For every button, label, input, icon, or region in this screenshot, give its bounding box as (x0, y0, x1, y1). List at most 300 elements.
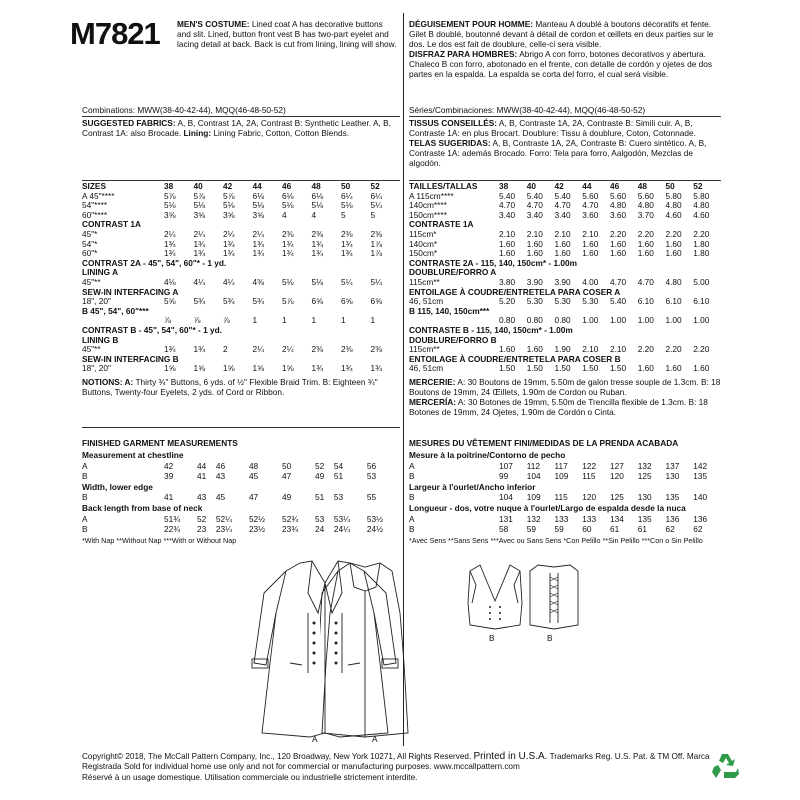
table-cell: 1.60 (582, 248, 599, 259)
row-label: CONTRAST 2A - 45", 54", 60"* - 1 yd. (82, 257, 227, 268)
table-cell: 1.00 (637, 315, 654, 326)
table-cell: 61 (610, 524, 620, 535)
table-cell: 4.80 (637, 200, 654, 211)
table-cell: 2⅜ (341, 228, 353, 239)
table-cell: 23 (197, 524, 207, 535)
table-cell: 23¾ (281, 524, 299, 535)
table-cell: 2.20 (610, 228, 627, 239)
table-cell: 51 (333, 471, 344, 482)
en-yardage-table (82, 182, 400, 374)
table-cell: 6¼ (370, 190, 383, 201)
table-cell: 99 (499, 471, 509, 482)
table-cell: 3⅝ (252, 209, 265, 220)
table-cell: 1¾ (311, 363, 324, 374)
table-cell: 109 (554, 471, 569, 482)
table-cell: 42 (223, 181, 233, 191)
table-cell: 0.80 (499, 315, 516, 326)
table-cell: 42 (554, 181, 564, 191)
table-row (82, 524, 400, 535)
table-row (409, 364, 721, 374)
row-label: SEW-IN INTERFACING A (82, 286, 179, 297)
row-label: A 115cm**** (409, 190, 454, 201)
table-cell: 1 (311, 315, 317, 326)
table-cell: 38 (164, 181, 174, 191)
divider (409, 116, 721, 117)
fr-yardage-table (409, 182, 721, 374)
table-cell: 4¼ (193, 276, 206, 287)
table-cell: 5.80 (665, 190, 682, 201)
table-cell: 1.60 (582, 238, 599, 249)
table-cell: 1⅝ (252, 363, 265, 374)
table-cell: 58 (499, 524, 509, 535)
table-cell: 5⅝ (164, 296, 176, 307)
table-cell: 5 (370, 209, 376, 220)
table-row (409, 471, 721, 482)
table-cell: 5.40 (526, 190, 543, 201)
table-cell: 1.60 (610, 238, 627, 249)
table-row (409, 503, 721, 514)
table-cell: 0.80 (526, 315, 543, 326)
row-label: 115cm* (409, 228, 437, 239)
table-cell: 4⅜ (252, 276, 265, 287)
table-cell: 5.40 (499, 190, 516, 201)
fr-description-text: Manteau A doublé à boutons décoratifs et fente. Gilet B doublé, boutonné devant à détail de cordon et œillets en deux parties sur le dos. Le dos est fait de doublure, celle-ci sera visible. (409, 19, 714, 50)
table-cell: 2.10 (610, 344, 627, 355)
row-label: 140cm**** (409, 200, 447, 211)
table-cell: 127 (610, 460, 624, 471)
row-label: SEW-IN INTERFACING B (82, 353, 179, 364)
table-cell: 122 (582, 460, 597, 471)
table-cell: 104 (526, 471, 541, 482)
fr-measure-table (409, 450, 721, 535)
table-cell: 1¾ (341, 238, 353, 249)
table-cell: 2¼ (164, 228, 176, 239)
table-cell: 142 (693, 460, 708, 471)
vest-back-label: B (547, 633, 553, 643)
table-cell: 3.90 (526, 276, 543, 287)
table-cell: 1¾ (252, 248, 265, 259)
table-cell: 6⅝ (370, 296, 383, 307)
row-label: B (82, 524, 88, 535)
table-row (409, 461, 721, 472)
table-cell: 135 (665, 492, 680, 503)
table-cell: 1⅝ (164, 363, 176, 374)
table-cell: 1.50 (582, 363, 599, 374)
table-cell: 5.30 (526, 296, 543, 307)
table-cell: 2⅜ (311, 344, 324, 355)
footer-line-1 (82, 752, 722, 762)
table-cell: 5.20 (499, 296, 516, 307)
table-cell: 1¾ (164, 344, 176, 355)
table-cell: ⅞ (193, 315, 201, 326)
table-cell: 1.80 (693, 238, 710, 249)
row-label: 115cm** (409, 344, 440, 355)
table-cell: 4 (282, 209, 287, 220)
table-row (409, 492, 721, 503)
row-label: ENTOILAGE À COUDRE/ENTRETELA PARA COSER A (409, 286, 621, 297)
table-cell: 4¼ (223, 276, 235, 287)
table-cell: 5⅞ (223, 190, 235, 201)
table-cell: 115 (554, 492, 568, 503)
es-merceria-title: MERCERÍA: (409, 397, 457, 408)
table-cell: 125 (610, 492, 624, 503)
table-cell: 1.60 (665, 248, 682, 259)
table-cell: 0.80 (554, 315, 571, 326)
en-description-text: Lined coat A has decorative buttons and slit. Lined, button front vest B has two-part eyelet and lacing detail at back. Back is cut from lining, lining will show. (177, 19, 397, 50)
table-cell: 23¼ (215, 524, 233, 535)
table-cell: 1¾ (164, 238, 176, 249)
table-cell: 1¾ (341, 363, 353, 374)
table-cell: 2.10 (554, 228, 571, 239)
table-cell: 46 (215, 460, 226, 471)
en-combinations: Combinations: MWW(38-40-42-44), MQQ(46-48-50-52) (82, 105, 286, 115)
coat-front-label: A (312, 734, 318, 744)
table-cell: 2⅜ (370, 228, 383, 239)
table-cell: 5⅛ (164, 200, 176, 211)
table-cell: 47 (281, 471, 292, 482)
table-cell: 4.60 (693, 209, 710, 220)
table-cell: 3.60 (582, 209, 599, 220)
table-cell: 56 (366, 460, 377, 471)
fr-fabrics-text: A, B, Contraste 1A, 2A, Contraste B: Simili cuir. A, B, Contraste 1A: en plus Brocart. Doublure: Tissu à doublure, Coton, Cotonnade. (409, 118, 696, 139)
table-cell: 49 (281, 492, 292, 503)
vest-front-illustration (466, 563, 524, 633)
table-cell: 43 (215, 471, 226, 482)
row-label: A (409, 460, 415, 471)
table-cell: 104 (499, 492, 513, 503)
row-label: TAILLES/TALLAS (409, 181, 478, 191)
table-cell: 107 (499, 460, 513, 471)
fr-fabrics (409, 118, 721, 168)
table-cell: 44 (252, 181, 262, 191)
table-cell: 3.60 (610, 209, 627, 220)
table-cell: 132 (637, 460, 652, 471)
table-cell: 2.20 (665, 344, 682, 355)
en-description (177, 19, 397, 49)
table-row (82, 201, 400, 211)
row-label: Measurement at chestline (82, 450, 184, 460)
table-cell: 52 (315, 460, 325, 471)
fr-description (409, 19, 721, 80)
en-notions-text: Thirty ¾" Buttons, 6 yds. of ½" Flexible Braid Trim. B: Eighteen ¾" Buttons, Twenty-four Eyelets, 2 yds. of Cord or Ribbon. (82, 377, 378, 398)
row-label: 45"** (82, 344, 101, 355)
row-label: 150cm* (409, 248, 438, 259)
fr-fabrics-title: TISSUS CONSEILLÉS: (409, 118, 498, 128)
table-cell: 1.50 (526, 363, 543, 374)
table-row (409, 482, 721, 493)
table-cell: 5⅞ (282, 296, 294, 307)
table-cell: 52 (693, 181, 703, 191)
table-cell: 5¾ (193, 296, 206, 307)
table-cell: 38 (499, 181, 509, 191)
row-label: A (82, 513, 88, 524)
table-cell: 39 (164, 471, 174, 482)
en-fabrics (82, 118, 400, 138)
table-cell: 5⅛ (341, 200, 353, 211)
table-cell: 3.90 (554, 276, 571, 287)
table-cell: 1¾ (223, 238, 235, 249)
table-cell: 1.50 (499, 363, 516, 374)
table-row (82, 492, 400, 503)
table-cell: 41 (164, 492, 174, 503)
table-row (82, 364, 400, 374)
pattern-number: M7821 (70, 16, 160, 51)
row-label: A (82, 460, 88, 471)
table-cell: 6⅝ (311, 296, 324, 307)
row-label: 18", 20" (82, 296, 111, 307)
table-cell: 1.00 (610, 315, 627, 326)
table-cell: 5⅛ (311, 276, 324, 287)
table-cell: 1¾ (193, 238, 206, 249)
row-label: Width, lower edge (82, 481, 153, 492)
fr-mercerie-text: A: 30 Boutons de 19mm, 5.50m de galon tresse souple de 1.3cm. B: 18 Boutons de 19mm, 24 Œillets, 1.90m de Cordon ou Ruban. (409, 377, 721, 398)
table-cell: 22¾ (164, 524, 181, 535)
table-cell: 109 (526, 492, 541, 503)
row-label: 18", 20" (82, 363, 111, 374)
table-cell: 5.30 (554, 296, 571, 307)
table-cell: 125 (637, 471, 652, 482)
vest-front-label: B (489, 633, 495, 643)
table-cell: 5.60 (637, 190, 654, 201)
table-cell: 120 (582, 492, 597, 503)
table-cell: 62 (693, 524, 703, 535)
table-cell: 1.60 (499, 238, 516, 249)
table-cell: 5.60 (582, 190, 599, 201)
row-label: B (82, 492, 88, 503)
table-cell: 1.00 (693, 315, 710, 326)
table-cell: 1.60 (665, 238, 682, 249)
row-label: 150cm**** (409, 209, 447, 220)
table-cell: 6⅛ (282, 190, 294, 201)
table-cell: 2.20 (637, 344, 654, 355)
table-cell: 1.60 (499, 248, 516, 259)
row-label: 54"**** (82, 200, 108, 211)
table-cell: 1.60 (693, 363, 710, 374)
table-cell: 5¾ (223, 296, 235, 307)
table-cell: 2.10 (582, 344, 599, 355)
row-label: Back length from base of neck (82, 502, 203, 513)
table-cell: 3.70 (637, 209, 654, 220)
table-cell: 1¾ (252, 238, 265, 249)
table-cell: 5⅛ (193, 200, 206, 211)
table-cell: 3⅝ (164, 209, 176, 220)
table-cell: 1.60 (610, 248, 627, 259)
table-cell: 5⅞ (164, 190, 176, 201)
table-cell: 24 (315, 524, 325, 535)
table-cell: 52 (370, 181, 380, 191)
table-cell: 59 (526, 524, 536, 535)
en-description-title: MEN'S COSTUME: (177, 19, 250, 29)
en-fabrics-text: A, B, Contrast 1A, 2A, Contrast B: Synthetic Leather. A, B, Contrast 1A: also Brocade. (82, 118, 391, 139)
table-cell: 45 (215, 492, 226, 503)
table-cell: 53 (366, 471, 377, 482)
table-cell: 5.40 (554, 190, 571, 201)
table-cell: 133 (554, 513, 569, 524)
spacer (308, 553, 309, 554)
table-cell: 24¼ (333, 524, 351, 535)
table-cell: 40 (193, 181, 203, 191)
table-row (409, 514, 721, 525)
table-cell: 5¼ (341, 276, 353, 287)
table-cell: 1 (252, 315, 258, 326)
table-cell: 1.90 (554, 344, 571, 355)
es-telas-text: A, B, Contraste 1A, 2A, Contraste B: Cuero sintético. A, B, Contraste 1A: además Brocado. Forro: Tela para forro, Aalgodón, Mezclas de algodón. (409, 138, 707, 169)
table-cell: 5.30 (582, 296, 599, 307)
table-cell: 1 (370, 315, 376, 326)
table-cell: 6.10 (637, 296, 654, 307)
table-row (82, 503, 400, 514)
table-cell: 43 (197, 492, 207, 503)
table-cell: 130 (665, 471, 680, 482)
row-label: ENTOILAGE À COUDRE/ENTRETELA PARA COSER B (409, 353, 621, 364)
printed-in: Printed in U.S.A. (473, 751, 548, 762)
row-label: A (409, 513, 415, 524)
table-row (82, 326, 400, 336)
table-cell: 2 (223, 344, 228, 355)
table-cell: 3.80 (499, 276, 516, 287)
table-cell: 62 (665, 524, 675, 535)
table-cell: 4.70 (610, 276, 627, 287)
table-cell: 140 (693, 492, 708, 503)
table-cell: 2.20 (665, 228, 682, 239)
table-cell: 1.60 (637, 238, 654, 249)
table-cell: 24½ (366, 524, 384, 535)
table-cell: 4.80 (610, 200, 627, 211)
table-cell: 61 (637, 524, 647, 535)
table-cell: 1¾ (223, 248, 235, 259)
table-cell: 48 (311, 181, 321, 191)
trademark: Trademarks Reg. U.S. Pat. & TM Off. Marca (549, 752, 710, 761)
en-fabrics-title: SUGGESTED FABRICS: (82, 118, 176, 128)
table-cell: 133 (582, 513, 597, 524)
table-cell: 1.60 (526, 238, 543, 249)
table-cell: 6¼ (341, 190, 353, 201)
es-description-text: Abrigo A con forro, botones decorativos y abertura. Chaleco B con forro, abotonado en el frente, con detalle de cordón y ojetes de dos partes en la espalda. La espalda se corta del forro, el cual será visible. (409, 49, 713, 80)
table-cell: 135 (637, 513, 652, 524)
table-cell: 1.60 (554, 248, 571, 259)
table-cell: 59 (554, 524, 564, 535)
en-measure-title: FINISHED GARMENT MEASUREMENTS (82, 438, 238, 448)
table-cell: 1⅞ (370, 238, 383, 249)
table-cell: ⅞ (164, 315, 171, 326)
row-label: DOUBLURE/FORRO A (409, 267, 497, 278)
row-label: B (409, 492, 415, 503)
en-notions-title: NOTIONS: A: (82, 377, 134, 387)
table-cell: 44 (197, 460, 207, 471)
table-cell: 1.00 (582, 315, 599, 326)
row-label: CONTRAST B - 45", 54", 60"* - 1 yd. (82, 324, 222, 335)
row-label: B (409, 471, 415, 482)
table-cell: 55 (366, 492, 377, 503)
table-cell: 4.70 (554, 200, 571, 211)
table-cell: 1⅝ (282, 363, 294, 374)
table-cell: 5.60 (610, 190, 627, 201)
table-cell: 53 (333, 492, 344, 503)
row-label: 60"**** (82, 209, 108, 220)
table-cell: 5¼ (370, 200, 383, 211)
table-cell: 54 (333, 460, 344, 471)
table-cell: 49 (315, 471, 325, 482)
table-cell: 1¾ (164, 248, 176, 259)
table-cell: 6⅛ (252, 190, 265, 201)
row-label: Mesure à la poitrine/Contorno de pecho (409, 450, 566, 460)
table-cell: 5⅛ (282, 276, 294, 287)
table-cell: 6.10 (693, 296, 710, 307)
es-merceria-text: A: 30 Botones de 19mm, 5.50m de Trencilla flexible de 1.3cm. B: 18 Botones de 19mm, 24 Ojetes, 1.90m de Cordón o Cinta. (409, 397, 708, 418)
row-label: 60"* (82, 248, 98, 259)
table-cell: 40 (526, 181, 536, 191)
table-cell: 1¾ (311, 248, 324, 259)
row-label: Longueur - dos, votre nuque à l'ourlet/Largo de espalda desde la nuca (409, 502, 686, 513)
table-cell: 135 (693, 471, 708, 482)
fr-measure-title: MESURES DU VÊTEMENT FINI/MEDIDAS DE LA PRENDA ACABADA (409, 438, 679, 448)
row-label: LINING B (82, 334, 119, 345)
table-cell: 1¾ (193, 248, 206, 259)
table-cell: 1¾ (282, 238, 294, 249)
table-cell: 2.20 (637, 228, 654, 239)
table-cell: 3.40 (526, 209, 543, 220)
table-cell: 46 (610, 181, 620, 191)
row-label: CONTRAST 1A (82, 219, 142, 230)
table-cell: 5 (341, 209, 346, 220)
table-cell: 53 (315, 513, 325, 524)
table-cell: 131 (499, 513, 513, 524)
table-cell: 42 (164, 460, 174, 471)
table-cell: 51¾ (164, 513, 181, 524)
row-label: 115cm** (409, 276, 440, 287)
table-cell: 132 (526, 513, 541, 524)
row-label: B (409, 524, 415, 535)
table-cell: 1.50 (554, 363, 571, 374)
table-cell: 1⅝ (193, 363, 206, 374)
table-cell: 1⅝ (223, 363, 235, 374)
row-label: CONTRASTE B - 115, 140, 150cm* - 1.00m (409, 324, 573, 335)
fr-mercerie (409, 377, 721, 417)
en-lining-text: Lining Fabric, Cotton, Cotton Blends. (213, 128, 350, 139)
table-cell: 5.80 (693, 190, 710, 201)
table-cell: 2¼ (193, 228, 206, 239)
table-cell: 1¾ (193, 344, 206, 355)
table-cell: 5⅞ (193, 190, 206, 201)
table-cell: 50 (281, 460, 292, 471)
table-cell: 4.80 (693, 200, 710, 211)
table-row (409, 524, 721, 535)
row-label: Largeur à l'ourlet/Ancho inferior (409, 481, 536, 492)
table-cell: 112 (526, 460, 540, 471)
table-cell: 3⅝ (223, 209, 235, 220)
en-measure-table (82, 450, 400, 535)
table-cell: 52 (197, 513, 207, 524)
table-cell: 3.40 (499, 209, 516, 220)
table-cell: 48 (637, 181, 647, 191)
row-label: 54"* (82, 238, 98, 249)
table-cell: 5.40 (610, 296, 627, 307)
table-cell: 44 (582, 181, 592, 191)
divider (82, 180, 400, 181)
table-cell: 4.70 (582, 200, 599, 211)
footer-line-2: Registrada Sold for individual home use only and not for commercial or manufacturing purposes. www.mccallpattern.com (82, 762, 520, 772)
table-cell: 1 (341, 315, 346, 326)
table-cell: 1¾ (282, 248, 294, 259)
table-cell: 53¼ (333, 513, 351, 524)
table-cell: 46 (282, 181, 292, 191)
table-row (82, 450, 400, 461)
recycle-icon (710, 752, 740, 780)
table-cell: 2.10 (526, 228, 543, 239)
table-cell: 136 (693, 513, 708, 524)
table-cell: 1.60 (554, 238, 571, 249)
row-label: B 45", 54", 60"*** (82, 305, 149, 316)
